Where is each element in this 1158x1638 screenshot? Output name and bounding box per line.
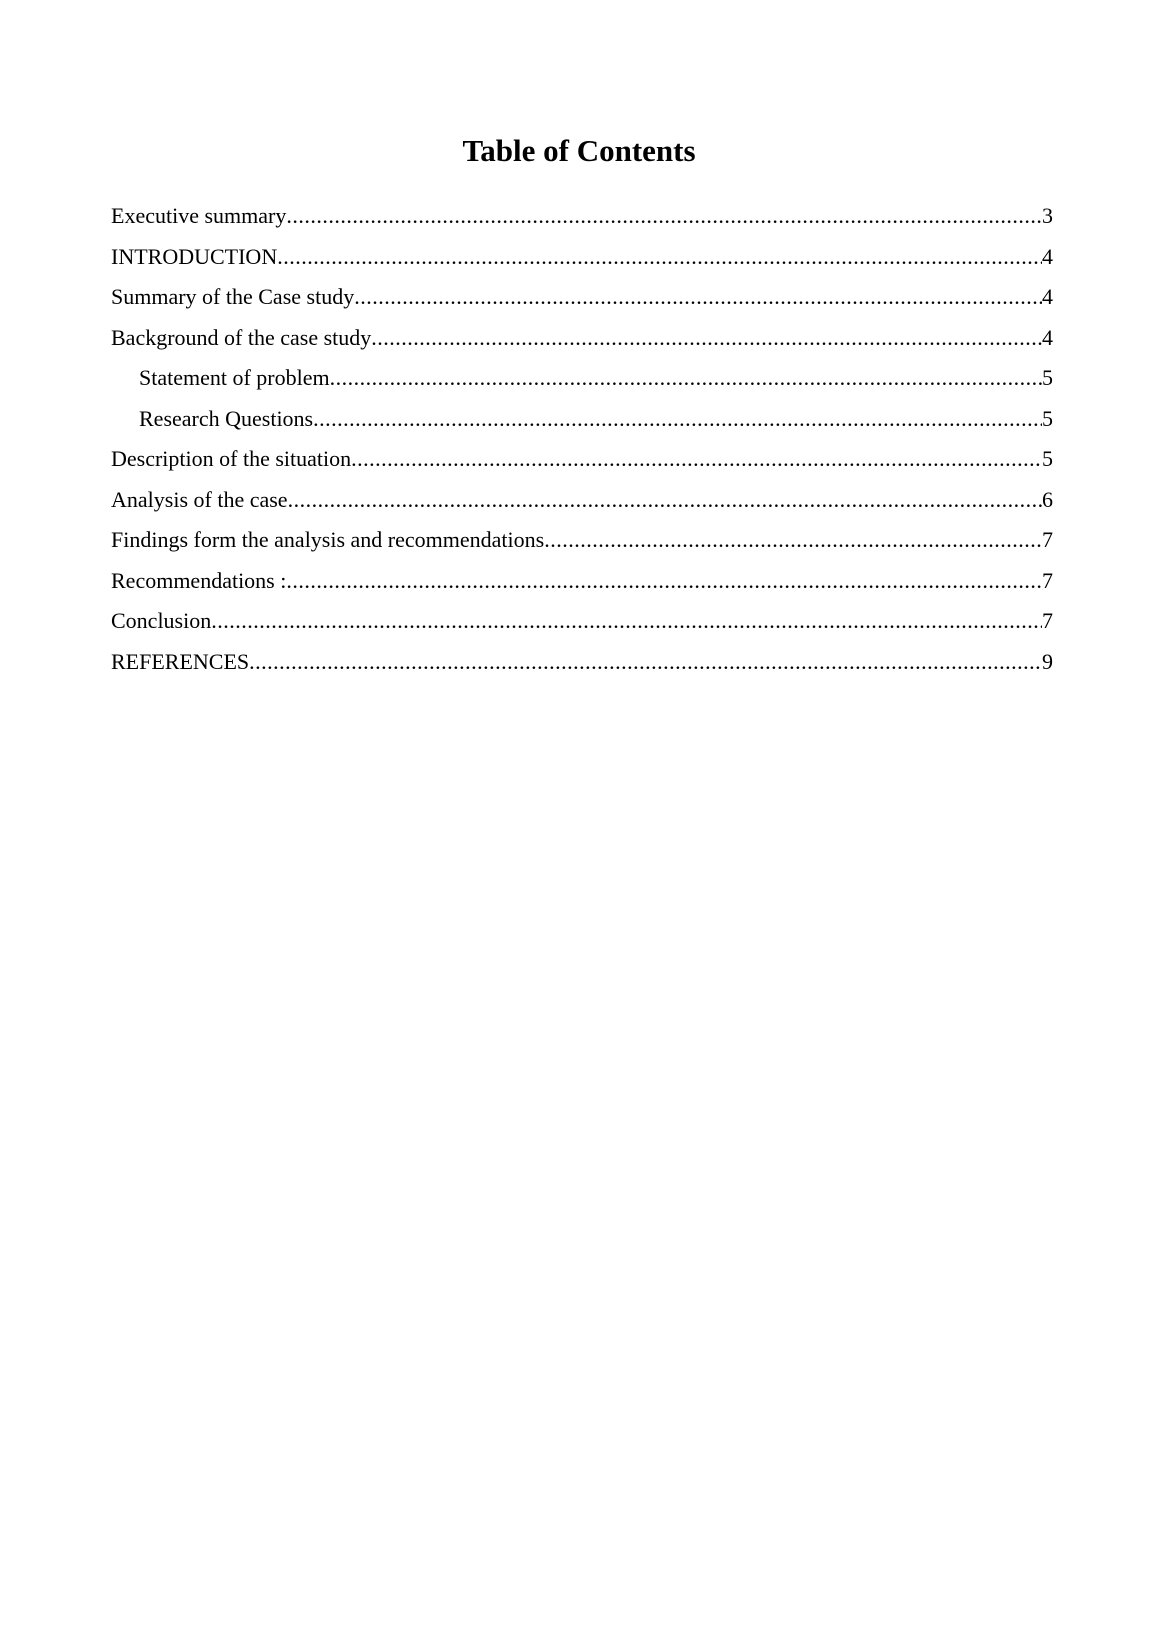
toc-entry-statement-of-problem[interactable] (111, 358, 1053, 399)
toc-entry-page-number: 5 (1042, 405, 1053, 431)
toc-entry-conclusion[interactable] (111, 601, 1053, 642)
toc-entry-page-number: 7 (1042, 527, 1053, 552)
toc-dot-leader (211, 601, 1042, 642)
toc-dot-leader (351, 439, 1042, 480)
toc-entry-page-number: 7 (1042, 608, 1053, 633)
toc-entry-introduction[interactable] (111, 237, 1053, 278)
toc-entry-page-number: 6 (1042, 486, 1053, 512)
toc-entry-page-number: 5 (1042, 365, 1053, 390)
toc-entry-label: Executive summary (111, 203, 287, 228)
toc-dot-leader (313, 399, 1042, 440)
toc-entry-page-number: 9 (1042, 648, 1053, 674)
toc-entry-summary-of-case-study[interactable] (111, 277, 1053, 318)
toc-entry-label: Findings form the analysis and recommendations (111, 527, 545, 552)
toc-dot-leader (354, 277, 1042, 318)
toc-entry-page-number: 5 (1042, 446, 1053, 471)
toc-dot-leader (330, 358, 1042, 399)
toc-entry-background[interactable] (111, 318, 1053, 359)
toc-entry-recommendations[interactable] (111, 561, 1053, 602)
toc-dot-leader (286, 196, 1042, 237)
toc-entry-label: Background of the case study (111, 324, 372, 350)
toc-entry-label: Analysis of the case (111, 486, 288, 512)
toc-dot-leader (544, 520, 1042, 561)
toc-entry-label: Research Questions (139, 405, 314, 431)
toc-entry-executive-summary[interactable] (111, 196, 1053, 237)
toc-entry-description-of-situation[interactable] (111, 439, 1053, 480)
toc-dot-leader (249, 642, 1042, 683)
toc-entry-label: Recommendations : (111, 567, 287, 593)
toc-entry-analysis-of-case[interactable] (111, 480, 1053, 521)
toc-entry-findings[interactable] (111, 520, 1053, 561)
toc-entry-page-number: 4 (1042, 324, 1053, 350)
toc-entry-label: Conclusion (111, 608, 212, 633)
toc-dot-leader (371, 318, 1042, 359)
toc-entry-page-number: 4 (1042, 284, 1053, 309)
toc-entry-page-number: 3 (1042, 203, 1053, 228)
toc-entry-label: Description of the situation (111, 446, 352, 471)
toc-entry-page-number: 7 (1042, 567, 1053, 593)
toc-dot-leader (277, 237, 1042, 278)
toc-entry-label: REFERENCES (111, 648, 250, 674)
toc-entry-label: INTRODUCTION (111, 243, 278, 269)
toc-entry-label: Summary of the Case study (111, 284, 355, 309)
toc-dot-leader (286, 561, 1042, 602)
toc-dot-leader (288, 480, 1042, 521)
toc-list (111, 196, 1053, 682)
toc-entry-label: Statement of problem (139, 365, 330, 390)
toc-title: Table of Contents (462, 133, 696, 168)
toc-entry-page-number: 4 (1042, 243, 1053, 269)
toc-entry-research-questions[interactable] (111, 399, 1053, 440)
toc-entry-references[interactable] (111, 642, 1053, 683)
